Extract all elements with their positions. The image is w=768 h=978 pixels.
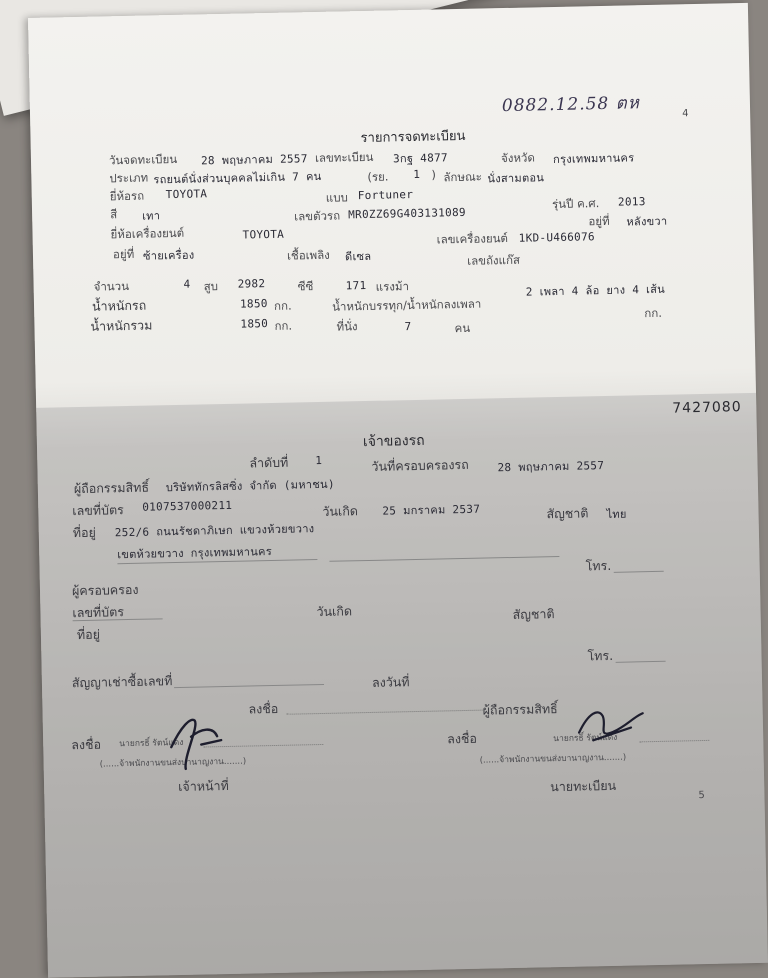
tel-label: โทร. xyxy=(585,557,612,574)
fuel-value: ดีเซล xyxy=(344,249,372,264)
engine-loc-value: ซ้ายเครื่อง xyxy=(142,248,195,263)
gross-weight-label: น้ำหนักรวม xyxy=(90,317,153,334)
right-signature-icon xyxy=(572,701,653,753)
reg-date-value: 28 พฤษภาคม 2557 xyxy=(200,152,308,168)
page-number-top: 4 xyxy=(682,108,689,120)
axle-value: 2 เพลา 4 ล้อ ยาง 4 เส้น xyxy=(525,282,666,299)
holder-label: ผู้ถือกรรมสิทธิ์ xyxy=(73,479,150,497)
left-signer-subtitle: (......จ้าพนักงานขนส่งบานาญงาน.......) xyxy=(99,756,247,770)
seats-unit: คน xyxy=(454,320,471,336)
color-label: สี xyxy=(109,207,118,222)
class-close: ) xyxy=(431,167,437,182)
seq-label: ลำดับที่ xyxy=(249,454,289,471)
cc-unit: ซีซี xyxy=(297,279,314,294)
cc-value: 2982 xyxy=(237,277,266,291)
left-sign-label: ลงชื่อ xyxy=(71,736,102,753)
possess-date-value: 28 พฤษภาคม 2557 xyxy=(497,459,605,475)
possessor-card-label: เลขที่บัตร xyxy=(72,604,125,621)
fuel-label: เชื้อเพลิง xyxy=(286,247,330,263)
brand-value: TOYOTA xyxy=(165,187,208,202)
left-signature-icon xyxy=(160,706,241,778)
right-signer-role: นายทะเบียน xyxy=(550,777,617,795)
right-signer-subtitle: (......จ้าพนักงานขนส่งบานาญงาน.......) xyxy=(479,752,627,766)
left-signer-role: เจ้าหน้าที่ xyxy=(177,777,229,795)
nationality-label: สัญชาติ xyxy=(546,505,589,522)
chassis-label: เลขตัวรถ xyxy=(294,208,341,224)
possessor-tel-label: โทร. xyxy=(587,647,614,664)
possessor-birth-label: วันเกิด xyxy=(316,603,353,620)
lease-date-label: ลงวันที่ xyxy=(371,674,410,690)
engine-no-value: 1KD-U466076 xyxy=(518,230,595,245)
weight-unit: กก. xyxy=(273,298,292,313)
owner-section-title: เจ้าของรถ xyxy=(362,432,425,451)
brand-label: ยี่ห้อรถ xyxy=(109,188,145,204)
possessor-address-label: ที่อยู่ xyxy=(76,626,101,643)
card-value: 0107537000211 xyxy=(142,498,233,514)
left-signer-name: นายกรธิ์ รัตน์แดง xyxy=(119,737,184,750)
load-label: น้ำหนักบรรทุก/น้ำหนักลงเพลา xyxy=(331,296,482,314)
gross-weight-value: 1850 xyxy=(240,317,269,331)
document-title: รายการจดทะเบียน xyxy=(360,128,466,147)
address-line-1: 252/6 ถนนรัชดาภิเษก แขวงห้วยขวาง xyxy=(114,522,315,540)
year-label: รุ่นปี ค.ศ. xyxy=(551,196,600,212)
partial-number: 7427080 xyxy=(672,399,742,417)
birth-value: 25 มกราคม 2537 xyxy=(382,502,481,518)
color-value: เทา xyxy=(142,209,161,223)
engine-loc-label: อยู่ที่ xyxy=(112,246,135,262)
weight-label: น้ำหนักรถ xyxy=(91,297,147,314)
right-signer-name: นายกรธิ์ รัตน์แดง xyxy=(553,732,618,745)
birth-label: วันเกิด xyxy=(322,503,359,519)
model-value: Fortuner xyxy=(357,187,414,203)
nationality-value: ไทย xyxy=(606,507,627,521)
chassis-loc-value: หลังขวา xyxy=(626,214,668,229)
reg-date-label: วันจดทะเบียน xyxy=(108,151,178,168)
gross-weight-unit: กก. xyxy=(274,318,293,333)
load-unit: กก. xyxy=(644,305,663,321)
cylinder-label: จำนวน xyxy=(93,278,130,294)
page-number-bottom: 5 xyxy=(698,789,705,802)
possessor-nationality-label: สัญชาติ xyxy=(512,606,555,622)
cylinder-value: 4 xyxy=(183,277,191,291)
type-value: รถยนต์นั่งส่วนบุคคลไม่เกิน 7 คน xyxy=(153,169,322,187)
model-label: แบบ xyxy=(325,190,348,205)
handwritten-code: 0882.12.58 ตห xyxy=(501,93,641,117)
chassis-value: MR0ZZ69G403131089 xyxy=(348,205,466,222)
sign-label: ลงชื่อ xyxy=(248,700,279,717)
card-label: เลขที่บัตร xyxy=(72,502,124,519)
plate-label: เลขทะเบียน xyxy=(314,149,374,166)
registration-document xyxy=(28,3,768,978)
province-value: กรุงเทพมหานคร xyxy=(552,151,635,167)
chassis-loc-label: อยู่ที่ xyxy=(588,213,610,229)
hp-value: 171 xyxy=(345,278,367,293)
plate-value: 3กฐ 4877 xyxy=(392,151,449,166)
holder-value: บริษัททักรลิสซิ่ง จำกัด (มหาชน) xyxy=(165,477,335,495)
year-value: 2013 xyxy=(617,195,646,209)
style-label: ลักษณะ xyxy=(443,169,483,185)
class-value: 1 xyxy=(413,167,421,181)
possessor-label: ผู้ครอบครอง xyxy=(71,581,139,599)
seats-value: 7 xyxy=(404,320,412,334)
lease-label: สัญญาเช่าซื้อเลขที่ xyxy=(71,673,173,691)
gas-label: เลขถังแก๊ส xyxy=(467,252,521,268)
address-label: ที่อยู่ xyxy=(72,524,97,541)
province-label: จังหวัด xyxy=(500,150,536,166)
weight-value: 1850 xyxy=(239,297,268,311)
engine-no-label: เลขเครื่องยนต์ xyxy=(436,230,509,247)
address-line-2: เขตห้วยขวาง กรุงเทพมหานคร xyxy=(117,545,273,562)
cylinder-unit: สูบ xyxy=(203,279,219,294)
class-label: (รย. xyxy=(367,169,389,184)
seats-label: ที่นั่ง xyxy=(336,319,358,334)
engine-brand-label: ยี่ห้อเครื่องยนต์ xyxy=(110,225,185,242)
seq-value: 1 xyxy=(315,453,323,468)
style-value: นั่งสามตอน xyxy=(487,171,545,186)
possess-date-label: วันที่ครอบครองรถ xyxy=(371,456,469,474)
engine-brand-value: TOYOTA xyxy=(242,227,285,242)
sign-role: ผู้ถือกรรมสิทธิ์ xyxy=(482,701,558,718)
right-sign-label: ลงชื่อ xyxy=(447,730,478,747)
type-label: ประเภท xyxy=(109,170,149,186)
hp-unit: แรงม้า xyxy=(375,279,410,294)
